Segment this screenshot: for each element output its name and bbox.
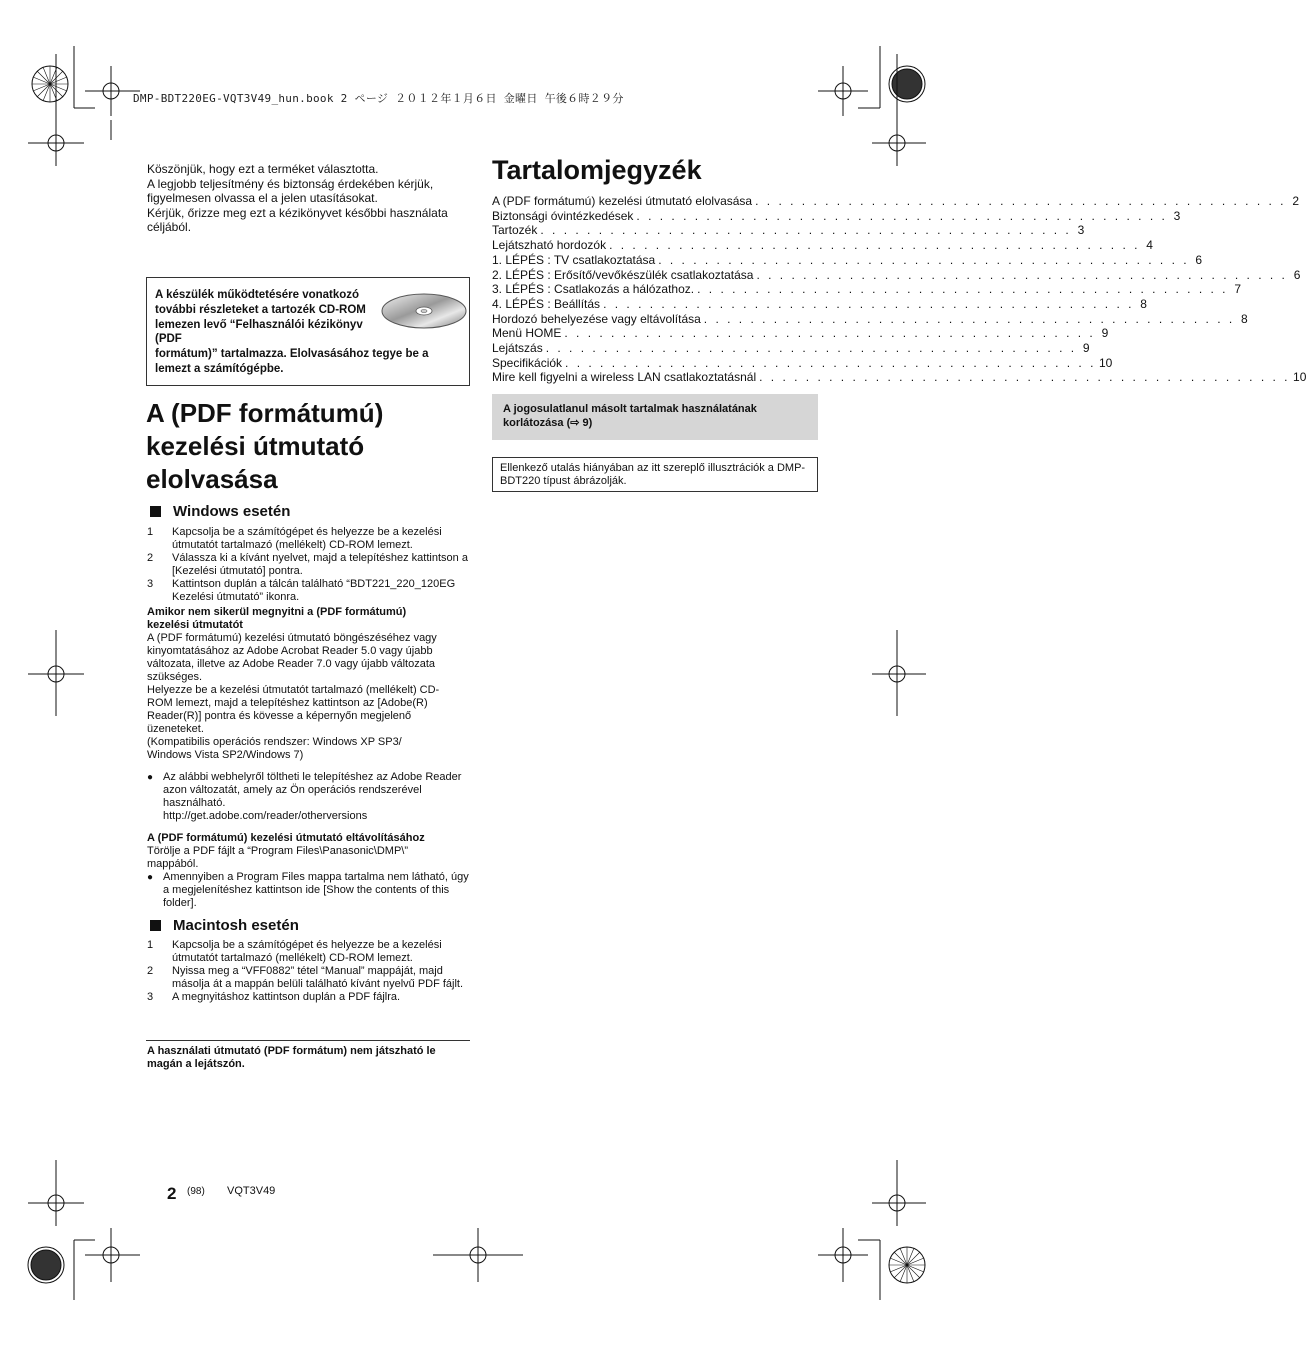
cd-rom-info-box xyxy=(146,277,470,386)
toc-leader-dots: . . . . . . . . . . . . . . . . . . . . . . . . . . . . . . . . . . . . . . . . . . . . . . xyxy=(658,252,1190,267)
toc-entry-label: Biztonsági óvintézkedések xyxy=(492,208,634,223)
intro-line: A legjobb teljesítmény és biztonság érdekében kérjük, figyelmesen olvassa el a jelen utasításokat. xyxy=(147,176,434,205)
cd-rom-icon xyxy=(381,292,467,330)
toc-list xyxy=(492,194,1306,385)
troubleshoot-text: A (PDF formátumú) kezelési útmutató böngészéséhez vagy kinyomtatásához az Adobe Acrobat Reader 5.0 vagy újabb változata, illetve az Adobe Reader 7.0 vagy újabb változata szükséges. xyxy=(147,632,437,683)
step-text: Nyissa meg a “VFF0882” tétel “Manual” mappáját, majd másolja át a mappán belüli található kívánt nyelvű PDF fájlt. xyxy=(172,965,464,990)
list-item xyxy=(147,991,472,1004)
remove-heading: A (PDF formátumú) kezelési útmutató eltávolításához xyxy=(147,832,425,844)
step-number: 2 xyxy=(147,552,154,564)
bullet-icon: ● xyxy=(147,772,154,783)
macintosh-steps xyxy=(147,939,472,1004)
section-square-icon xyxy=(150,506,161,517)
step-number: 3 xyxy=(147,991,154,1003)
step-text: Válassza ki a kívánt nyelvet, majd a telepítéshez kattintson a [Kezelési útmutató] pontra. xyxy=(172,552,468,577)
toc-entry-label: Hordozó behelyezése vagy eltávolítása xyxy=(492,311,701,326)
list-item xyxy=(147,552,472,578)
adobe-url: http://get.adobe.com/reader/otherversions xyxy=(163,810,368,822)
toc-leader-dots: . . . . . . . . . . . . . . . . . . . . . . . . . . . . . . . . . . . . . . . . . . . . . . xyxy=(545,341,1077,356)
page-ref: (98) xyxy=(187,1186,205,1197)
troubleshoot-text: (Kompatibilis operációs rendszer: Windows XP SP3/ Windows Vista SP2/Windows 7) xyxy=(147,736,402,761)
toc-leader-dots: . . . . . . . . . . . . . . . . . . . . . . . . . . . . . . . . . . . . . . . . . . . . . . xyxy=(565,355,1096,370)
toc-entry-label: 1. LÉPÉS : TV csatlakoztatása xyxy=(492,252,656,267)
illustration-note: Ellenkező utalás hiányában az itt szereplő illusztrációk a DMP-BDT220 típust ábrázolják. xyxy=(492,457,818,492)
step-text: A megnyitáshoz kattintson duplán a PDF fájlra. xyxy=(172,991,401,1003)
toc-entry-label: Lejátszás xyxy=(492,341,543,356)
step-number: 1 xyxy=(147,526,154,538)
list-item xyxy=(147,578,472,604)
pdf-not-playable-note: A használati útmutató (PDF formátum) nem játszható le magán a lejátszón. xyxy=(147,1045,436,1070)
toc-entry[interactable] xyxy=(492,238,1153,253)
toc-entry-label: Lejátszható hordozók xyxy=(492,238,607,253)
toc-leader-dots: . . . . . . . . . . . . . . . . . . . . . . . . . . . . . . . . . . . . . . . . . . . . . . xyxy=(636,208,1168,223)
section-square-icon xyxy=(150,920,161,931)
toc-entry-label: Menü HOME xyxy=(492,326,562,341)
toc-entry-page: 10 xyxy=(1293,370,1306,385)
list-item xyxy=(147,965,472,991)
intro-line: Kérjük, őrizze meg ezt a kézikönyvet későbbi használata céljából. xyxy=(147,205,448,234)
toc-entry-page: 2 xyxy=(1292,194,1300,208)
toc-leader-dots: . . . . . . . . . . . . . . . . . . . . . . . . . . . . . . . . . . . . . . . . . . . . . . xyxy=(603,296,1134,311)
remove-text: Törölje a PDF fájlt a “Program Files\Panasonic\DMP\” mappából. xyxy=(147,845,409,870)
toc-leader-dots: . . . . . . . . . . . . . . . . . . . . . . . . . . . . . . . . . . . . . . . . . . . . . . xyxy=(756,267,1288,282)
registration-target-icon xyxy=(889,66,925,102)
toc-entry[interactable] xyxy=(492,208,1181,224)
toc-entry[interactable] xyxy=(492,341,1090,356)
macintosh-heading-text: Macintosh esetén xyxy=(173,917,299,934)
bullet-text: Az alábbi webhelyről töltheti le telepítéshez az Adobe Reader azon változatát, amely az Ön operációs rendszerével használható. xyxy=(163,771,462,809)
toc-entry-page: 6 xyxy=(1195,252,1203,267)
troubleshoot-heading: Amikor nem sikerül megnyitni a (PDF formátumú) kezelési útmutatót xyxy=(147,606,407,631)
toc-entry[interactable] xyxy=(492,355,1113,371)
intro-line: Köszönjük, hogy ezt a terméket választotta. xyxy=(147,162,379,176)
step-number: 1 xyxy=(147,939,154,951)
toc-entry[interactable] xyxy=(492,282,1242,297)
toc-entry-page: 7 xyxy=(1234,282,1242,297)
toc-entry[interactable] xyxy=(492,267,1301,283)
intro-text xyxy=(147,162,472,235)
step-number: 2 xyxy=(147,965,154,977)
toc-leader-dots: . . . . . . . . . . . . . . . . . . . . . . . . . . . . . . . . . . . . . . . . . . . . . . xyxy=(759,370,1291,385)
bullet-icon: ● xyxy=(147,872,154,883)
toc-entry-label: 2. LÉPÉS : Erősítő/vevőkészülék csatlakoztatása xyxy=(492,267,754,282)
registration-target-icon xyxy=(32,66,68,102)
toc-entry-page: 4 xyxy=(1146,238,1153,253)
toc-leader-dots: . . . . . . . . . . . . . . . . . . . . . . . . . . . . . . . . . . . . . . . . . . . . . . xyxy=(755,194,1287,208)
step-text: Kapcsolja be a számítógépet és helyezze be a kezelési útmutatót tartalmazó (mellékelt) CD-ROM lemezt. xyxy=(172,526,442,551)
troubleshoot-block xyxy=(147,606,472,910)
page-number: 2 xyxy=(167,1184,177,1203)
toc-title: Tartalomjegyzék xyxy=(492,155,702,185)
document-code: VQT3V49 xyxy=(227,1185,276,1197)
step-text: Kattintson duplán a tálcán található “BDT221_220_120EG Kezelési útmutató” ikonra. xyxy=(172,578,456,603)
registration-target-icon xyxy=(28,1247,64,1283)
toc-entry-page: 3 xyxy=(1077,223,1085,238)
toc-entry-label: A (PDF formátumú) kezelési útmutató elolvasása xyxy=(492,194,753,208)
toc-entry-page: 9 xyxy=(1101,326,1109,341)
list-item xyxy=(147,526,472,552)
toc-entry[interactable] xyxy=(492,252,1203,268)
toc-entry[interactable] xyxy=(492,311,1248,327)
toc-entry[interactable] xyxy=(492,223,1085,238)
troubleshoot-text: Helyezze be a kezelési útmutatót tartalmazó (mellékelt) CD-ROM lemezt, majd a telepítéshez kattintson az [Adobe(R) Reader(R)] pontra és kövesse a képernyőn megjelenő üzeneteket. xyxy=(147,684,440,735)
pdf-section-title: A (PDF formátumú) kezelési útmutató elolvasása xyxy=(146,398,384,494)
toc-entry-label: Mire kell figyelni a wireless LAN csatlakoztatásnál xyxy=(492,370,757,385)
windows-heading-text: Windows esetén xyxy=(173,503,291,520)
toc-entry[interactable] xyxy=(492,194,1300,209)
toc-entry[interactable] xyxy=(492,370,1306,385)
registration-target-icon xyxy=(889,1247,925,1283)
toc-entry[interactable] xyxy=(492,296,1147,312)
print-file-info: DMP-BDT220EG-VQT3V49_hun.book 2 ページ ２０１２年１月６日 金曜日 午後６時２９分 xyxy=(133,92,624,105)
toc-entry[interactable] xyxy=(492,326,1109,341)
macintosh-heading xyxy=(147,917,299,934)
toc-entry-page: 9 xyxy=(1082,341,1090,356)
toc-leader-dots: . . . . . . . . . . . . . . . . . . . . . . . . . . . . . . . . . . . . . . . . . . . . . . xyxy=(609,238,1140,253)
toc-leader-dots: . . . . . . . . . . . . . . . . . . . . . . . . . . . . . . . . . . . . . . . . . . . . . . xyxy=(697,282,1229,297)
toc-leader-dots: . . . . . . . . . . . . . . . . . . . . . . . . . . . . . . . . . . . . . . . . . . . . . . xyxy=(540,223,1072,238)
toc-leader-dots: . . . . . . . . . . . . . . . . . . . . . . . . . . . . . . . . . . . . . . . . . . . . . . xyxy=(564,326,1096,341)
windows-heading xyxy=(147,503,290,520)
divider xyxy=(146,1040,470,1041)
cd-rom-info-text-part2: formátum)” tartalmazza. Elolvasásához tegye be a lemezt a számítógépbe. xyxy=(155,348,429,375)
step-text: Kapcsolja be a számítógépet és helyezze be a kezelési útmutatót tartalmazó (mellékelt) CD-ROM lemezt. xyxy=(172,939,442,964)
toc-entry-label: Tartozék xyxy=(492,223,538,238)
toc-entry-label: 3. LÉPÉS : Csatlakozás a hálózathoz. xyxy=(492,282,695,297)
toc-entry-page: 10 xyxy=(1098,355,1113,370)
copy-restriction-note: A jogosulatlanul másolt tartalmak használatának korlátozása (⇨ 9) xyxy=(492,394,818,440)
bullet-text: Amennyiben a Program Files mappa tartalma nem látható, úgy a megjelenítéshez kattintson ide [Show the contents of this folder]. xyxy=(163,871,469,909)
cd-rom-info-text-part1: A készülék működtetésére vonatkozó további részleteket a tartozék CD-ROM lemezen levő “Felhasználói kézikönyv (PDF xyxy=(155,289,366,346)
toc-entry-label: 4. LÉPÉS : Beállítás xyxy=(492,296,601,311)
toc-entry-page: 8 xyxy=(1140,296,1147,311)
windows-steps xyxy=(147,526,472,604)
list-item xyxy=(147,939,472,965)
list-item xyxy=(147,771,472,823)
toc-entry-page: 6 xyxy=(1293,267,1301,282)
step-number: 3 xyxy=(147,578,154,590)
list-item xyxy=(147,871,472,910)
toc-leader-dots: . . . . . . . . . . . . . . . . . . . . . . . . . . . . . . . . . . . . . . . . . . . . . . xyxy=(703,311,1235,326)
toc-entry-page: 8 xyxy=(1241,311,1248,326)
toc-entry-page: 3 xyxy=(1173,208,1181,223)
toc-entry-label: Specifikációk xyxy=(492,355,563,370)
